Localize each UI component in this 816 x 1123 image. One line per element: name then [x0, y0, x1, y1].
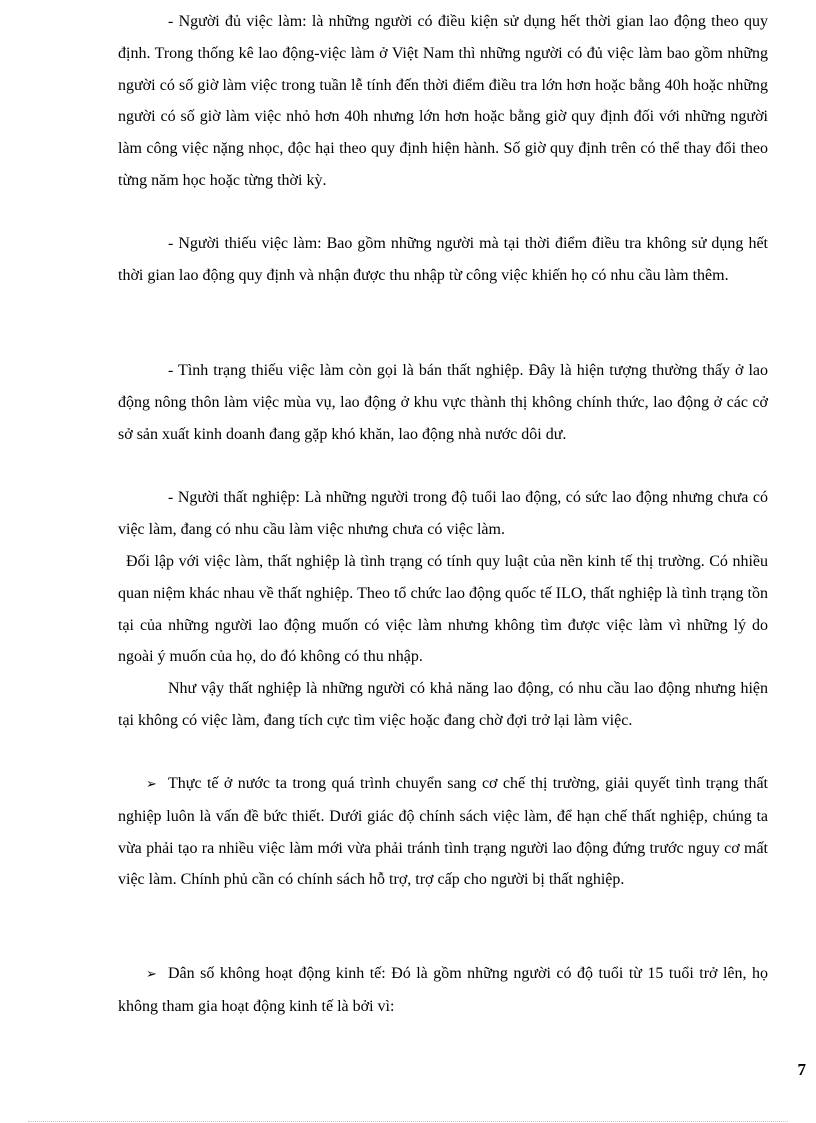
footer-divider [28, 1121, 788, 1122]
page-number: 7 [797, 1060, 806, 1079]
paragraph-ilo-definition: Đối lập với việc làm, thất nghiệp là tình trạng có tính quy luật của nền kinh tế thị trường. Có nhiều quan niệm khác nhau về thất nghiệp. Theo tổ chức lao động quốc tế ILO, thất nghiệp là tình trạng tồn tại của những người lao động muốn có việc làm nhưng không tìm được việc làm vì những lý do ngoài ý muốn của họ, do đó không có thu nhập. [118, 553, 768, 666]
bullet-item-policy [118, 768, 768, 896]
bullet-item-text: Dân số không hoạt động kinh tế: Đó là gồm những người có độ tuổi từ 15 tuổi trở lên, họ không tham gia hoạt động kinh tế là bởi vì: [118, 965, 768, 1015]
paragraph-partial-unemployment: - Tình trạng thiếu việc làm còn gọi là bán thất nghiệp. Đây là hiện tượng thường thấy ở lao động nông thôn làm việc mùa vụ, lao động ở khu vực thành thị không chính thức, lao động ở các cở sở sản xuất kinh doanh đang gặp khó khăn, lao động nhà nước dôi dư. [118, 362, 768, 443]
paragraph-full-employment: - Người đủ việc làm: là những người có điều kiện sử dụng hết thời gian lao động theo quy định. Trong thống kê lao động-việc làm ở Việt Nam thì những người có đủ việc làm bao gồm những người có số giờ làm việc trong tuần lễ tính đến thời điểm điều tra lớn hơn hoặc bằng 40h hoặc những người có số giờ làm việc nhỏ hơn 40h nhưng lớn hơn hoặc bằng giờ quy định đối với những người làm công việc nặng nhọc, độc hại theo quy định hiện hành. Số giờ quy định trên có thể thay đổi theo từng năm học hoặc từng thời kỳ. [118, 13, 768, 189]
bullet-item-text: Thực tế ở nước ta trong quá trình chuyển sang cơ chế thị trường, giải quyết tình trạng thất nghiệp luôn là vấn đề bức thiết. Dưới giác độ chính sách việc làm, để hạn chế thất nghiệp, chúng ta vừa phải tạo ra nhiều việc làm mới vừa phải tránh tình trạng người lao động đứng trước nguy cơ mất việc làm. Chính phủ cần có chính sách hỗ trợ, trợ cấp cho người bị thất nghiệp. [118, 775, 768, 889]
bullet-item-inactive-population [118, 958, 768, 1023]
paragraph-unemployed-definition: - Người thất nghiệp: Là những người trong độ tuổi lao động, có sức lao động nhưng chưa có việc làm, đang có nhu cầu làm việc nhưng chưa có việc làm. [118, 489, 768, 538]
arrow-bullet-icon: ➢ [146, 967, 157, 982]
paragraph-unemployment-summary: Như vậy thất nghiệp là những người có khả năng lao động, có nhu cầu lao động nhưng hiện tại không có việc làm, đang tích cực tìm việc hoặc đang chờ đợi trở lại làm việc. [118, 680, 768, 729]
paragraph-underemployment: - Người thiếu việc làm: Bao gồm những người mà tại thời điểm điều tra không sử dụng hết thời gian lao động quy định và nhận được thu nhập từ công việc khiến họ có nhu cầu làm thêm. [118, 235, 768, 284]
arrow-bullet-icon: ➢ [146, 777, 157, 792]
